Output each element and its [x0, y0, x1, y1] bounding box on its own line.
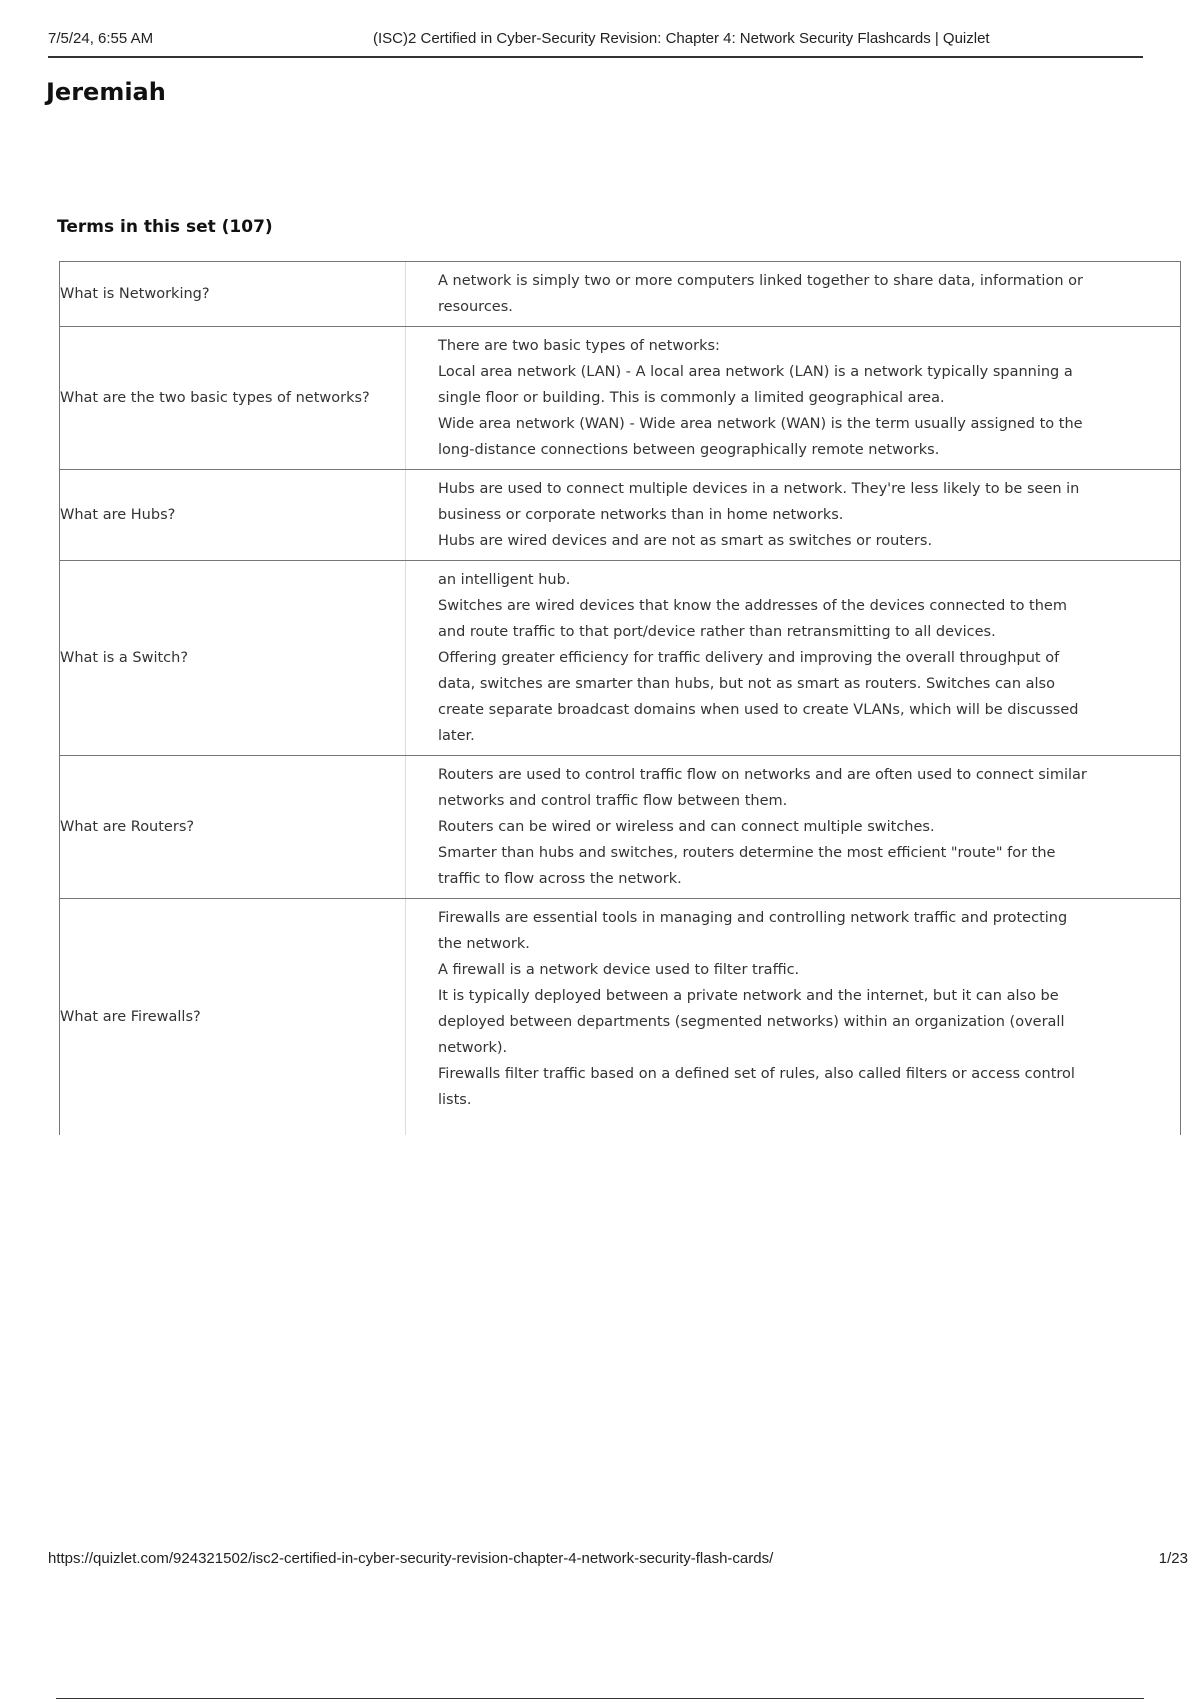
- table-row: [60, 327, 1180, 470]
- table-row: [60, 561, 1180, 756]
- print-url: https://quizlet.com/924321502/isc2-certified-in-cyber-security-revision-chapter-4-network-security-flash-cards/: [48, 1550, 774, 1567]
- definition-line: Switches are wired devices that know the addresses of the devices connected to them and route traffic to that port/device rather than retransmitting to all devices.: [438, 598, 1067, 640]
- print-header: [48, 28, 1143, 58]
- print-page-title: (ISC)2 Certified in Cyber-Security Revision: Chapter 4: Network Security Flashcards | Quizlet: [373, 30, 990, 47]
- term-cell: What is Networking?: [60, 262, 406, 326]
- term-cell: What are Routers?: [60, 756, 406, 898]
- term-cell: What are the two basic types of networks?: [60, 327, 406, 469]
- definition-line: A firewall is a network device used to filter traffic.: [438, 962, 800, 978]
- definition-line: Hubs are wired devices and are not as smart as switches or routers.: [438, 533, 933, 549]
- definition-cell: [406, 561, 1180, 755]
- print-date: 7/5/24, 6:55 AM: [48, 30, 154, 47]
- definition-line: Wide area network (WAN) - Wide area network (WAN) is the term usually assigned to the long-distance connections between geographically remote networks.: [438, 416, 1083, 458]
- definition-line: There are two basic types of networks:: [438, 338, 720, 354]
- definition-line: Offering greater efficiency for traffic delivery and improving the overall throughput of data, switches are smarter than hubs, but not as smart as routers. Switches can also create separate broadcast domains when used to create VLANs, which will be discussed later.: [438, 650, 1079, 744]
- definition-line: Local area network (LAN) - A local area network (LAN) is a network typically spanning a single floor or building. This is commonly a limited geographical area.: [438, 364, 1073, 406]
- definition-cell: [406, 470, 1180, 560]
- definition-line: an intelligent hub.: [438, 572, 571, 588]
- terms-table: [59, 261, 1181, 1135]
- definition-cell: [406, 262, 1180, 326]
- definition-line: A network is simply two or more computers linked together to share data, information or resources.: [438, 273, 1083, 315]
- definition-line: Routers are used to control traffic flow on networks and are often used to connect similar networks and control traffic flow between them.: [438, 767, 1087, 809]
- definition-line: Smarter than hubs and switches, routers determine the most efficient "route" for the traffic to flow across the network.: [438, 845, 1056, 887]
- terms-heading: Terms in this set (107): [57, 217, 273, 237]
- user-name[interactable]: Jeremiah: [46, 78, 166, 106]
- table-row: [60, 262, 1180, 327]
- definition-line: It is typically deployed between a private network and the internet, but it can also be deployed between departments (segmented networks) within an organization (overall network).: [438, 988, 1065, 1056]
- definition-cell: [406, 756, 1180, 898]
- term-cell: What are Firewalls?: [60, 899, 406, 1135]
- page-number: 1/23: [1158, 1550, 1188, 1567]
- table-row: [60, 756, 1180, 899]
- table-row: [60, 899, 1180, 1135]
- definition-cell: [406, 899, 1180, 1135]
- definition-cell: [406, 327, 1180, 469]
- term-cell: What is a Switch?: [60, 561, 406, 755]
- definition-line: Routers can be wired or wireless and can connect multiple switches.: [438, 819, 935, 835]
- bottom-divider: [56, 1698, 1144, 1699]
- definition-line: Firewalls filter traffic based on a defined set of rules, also called filters or access control lists.: [438, 1066, 1075, 1108]
- table-row: [60, 470, 1180, 561]
- definition-line: Firewalls are essential tools in managing and controlling network traffic and protecting the network.: [438, 910, 1068, 952]
- definition-line: Hubs are used to connect multiple devices in a network. They're less likely to be seen in business or corporate networks than in home networks.: [438, 481, 1080, 523]
- term-cell: What are Hubs?: [60, 470, 406, 560]
